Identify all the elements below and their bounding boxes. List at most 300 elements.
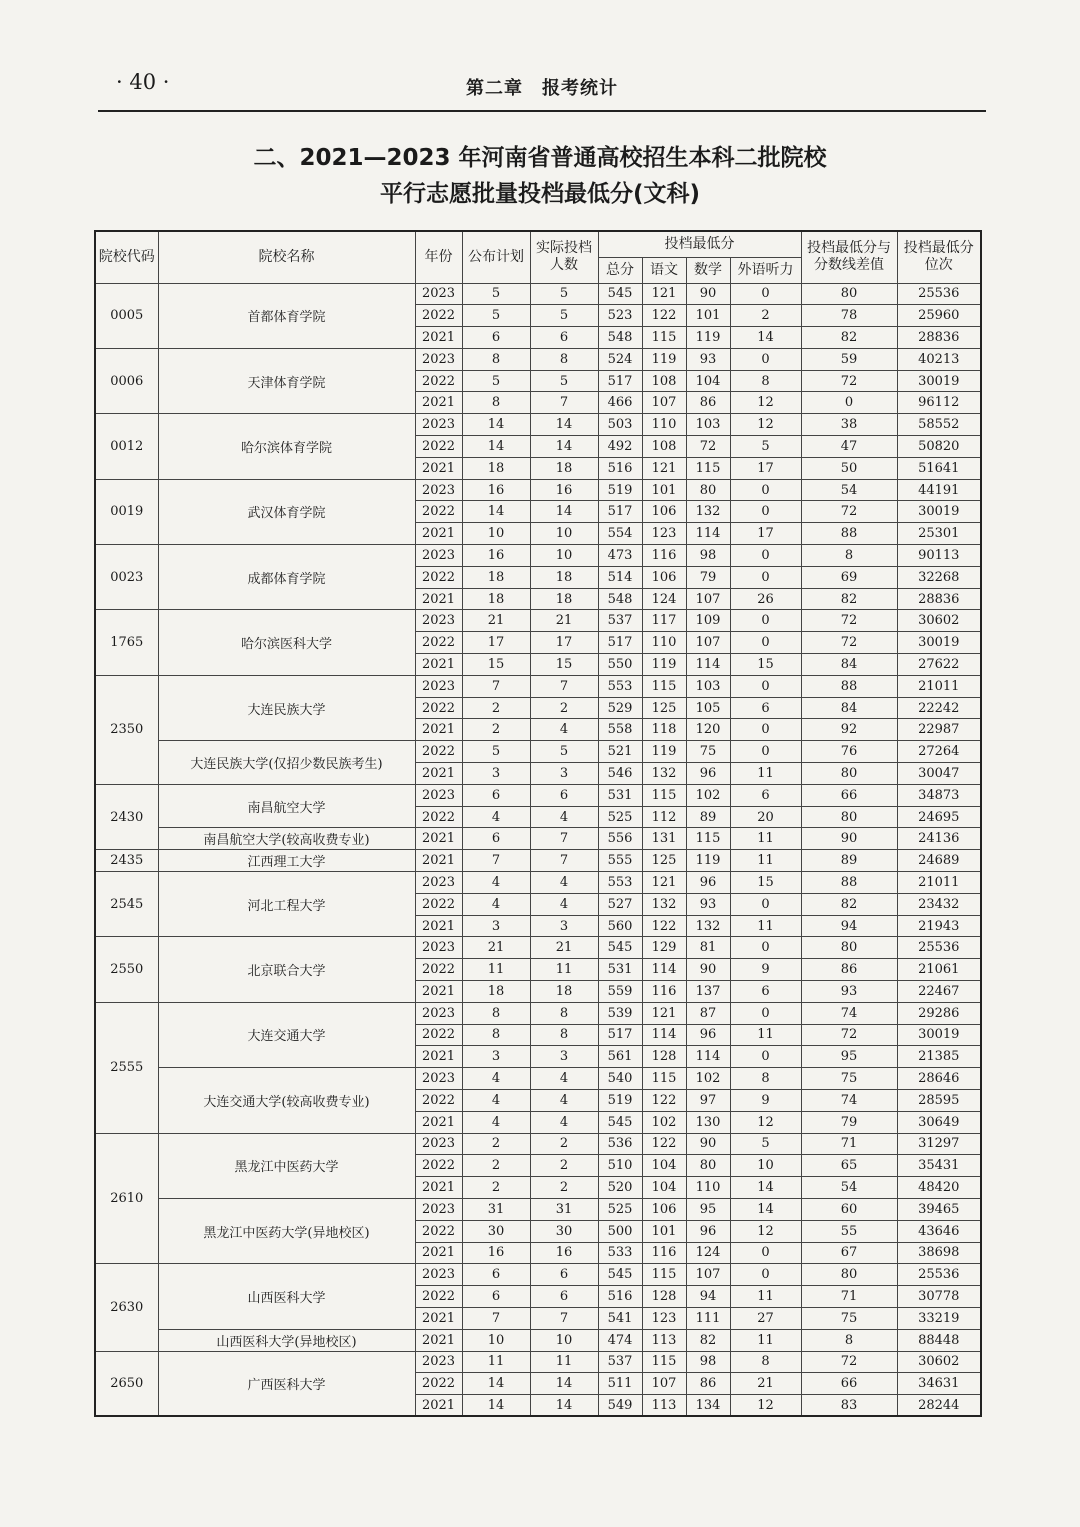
cell-listening: 6: [730, 697, 801, 719]
school-name: 山西医科大学: [158, 1264, 415, 1329]
school-code: 0005: [95, 283, 158, 348]
cell-chinese: 115: [642, 1351, 686, 1373]
cell-math: 86: [686, 392, 730, 414]
school-name: 哈尔滨体育学院: [158, 414, 415, 479]
cell-actual: 10: [530, 1329, 598, 1351]
school-code: 2650: [95, 1351, 158, 1416]
cell-actual: 14: [530, 1373, 598, 1395]
cell-actual: 18: [530, 588, 598, 610]
cell-chinese: 115: [642, 784, 686, 806]
cell-listening: 6: [730, 784, 801, 806]
cell-actual: 17: [530, 632, 598, 654]
school-code: 2555: [95, 1002, 158, 1133]
cell-year: 2021: [415, 1329, 462, 1351]
cell-diff: 69: [801, 566, 897, 588]
cell-year: 2021: [415, 523, 462, 545]
cell-diff: 79: [801, 1111, 897, 1133]
cell-total: 554: [598, 523, 642, 545]
cell-rank: 35431: [897, 1155, 981, 1177]
school-name: 广西医科大学: [158, 1351, 415, 1416]
cell-year: 2022: [415, 632, 462, 654]
cell-plan: 17: [462, 632, 530, 654]
cell-rank: 25301: [897, 523, 981, 545]
cell-math: 96: [686, 872, 730, 894]
school-name: 大连民族大学: [158, 675, 415, 740]
cell-math: 107: [686, 632, 730, 654]
cell-total: 556: [598, 828, 642, 850]
cell-year: 2023: [415, 545, 462, 567]
cell-chinese: 117: [642, 610, 686, 632]
cell-chinese: 112: [642, 806, 686, 828]
cell-diff: 84: [801, 697, 897, 719]
cell-rank: 34873: [897, 784, 981, 806]
cell-math: 90: [686, 959, 730, 981]
cell-listening: 5: [730, 1133, 801, 1155]
cell-actual: 21: [530, 937, 598, 959]
cell-total: 527: [598, 893, 642, 915]
cell-year: 2021: [415, 654, 462, 676]
cell-diff: 89: [801, 850, 897, 872]
cell-plan: 7: [462, 1307, 530, 1329]
page-number: · 40 ·: [116, 70, 170, 94]
cell-math: 115: [686, 457, 730, 479]
title-line-1: 二、2021—2023 年河南省普通高校招生本科二批院校: [253, 145, 827, 171]
cell-listening: 14: [730, 1177, 801, 1199]
school-code: 0023: [95, 545, 158, 610]
school-name: 山西医科大学(异地校区): [158, 1329, 415, 1351]
cell-year: 2021: [415, 850, 462, 872]
cell-plan: 21: [462, 937, 530, 959]
cell-year: 2021: [415, 981, 462, 1003]
cell-total: 519: [598, 479, 642, 501]
cell-actual: 2: [530, 1155, 598, 1177]
cell-listening: 11: [730, 763, 801, 785]
cell-plan: 5: [462, 283, 530, 305]
cell-math: 124: [686, 1242, 730, 1264]
header-min-score-group: 投档最低分: [598, 231, 801, 257]
cell-rank: 48420: [897, 1177, 981, 1199]
cell-rank: 30047: [897, 763, 981, 785]
cell-chinese: 106: [642, 501, 686, 523]
cell-rank: 27622: [897, 654, 981, 676]
cell-year: 2022: [415, 1024, 462, 1046]
cell-diff: 76: [801, 741, 897, 763]
cell-rank: 32268: [897, 566, 981, 588]
cell-actual: 4: [530, 1111, 598, 1133]
cell-year: 2023: [415, 610, 462, 632]
cell-listening: 8: [730, 1351, 801, 1373]
cell-total: 516: [598, 457, 642, 479]
cell-listening: 8: [730, 1068, 801, 1090]
school-name: 武汉体育学院: [158, 479, 415, 544]
cell-listening: 0: [730, 1046, 801, 1068]
cell-actual: 14: [530, 1395, 598, 1417]
table-row: [95, 1133, 981, 1155]
cell-total: 466: [598, 392, 642, 414]
cell-year: 2021: [415, 588, 462, 610]
cell-actual: 14: [530, 501, 598, 523]
cell-chinese: 128: [642, 1046, 686, 1068]
cell-actual: 14: [530, 414, 598, 436]
cell-diff: 80: [801, 806, 897, 828]
cell-math: 107: [686, 588, 730, 610]
cell-listening: 14: [730, 1198, 801, 1220]
cell-total: 537: [598, 610, 642, 632]
school-name: 黑龙江中医药大学: [158, 1133, 415, 1198]
cell-chinese: 122: [642, 915, 686, 937]
table-row: [95, 872, 981, 894]
school-code: 0019: [95, 479, 158, 544]
cell-diff: 90: [801, 828, 897, 850]
cell-diff: 38: [801, 414, 897, 436]
cell-total: 514: [598, 566, 642, 588]
header-name: 院校名称: [158, 231, 415, 283]
cell-total: 517: [598, 370, 642, 392]
cell-chinese: 116: [642, 1242, 686, 1264]
header-actual: 实际投档人数: [530, 231, 598, 283]
cell-diff: 74: [801, 1089, 897, 1111]
cell-chinese: 113: [642, 1329, 686, 1351]
cell-plan: 2: [462, 1155, 530, 1177]
cell-year: 2021: [415, 1046, 462, 1068]
cell-plan: 14: [462, 1373, 530, 1395]
cell-rank: 24695: [897, 806, 981, 828]
cell-rank: 21385: [897, 1046, 981, 1068]
cell-total: 533: [598, 1242, 642, 1264]
school-code: 2630: [95, 1264, 158, 1351]
cell-total: 537: [598, 1351, 642, 1373]
cell-diff: 0: [801, 392, 897, 414]
cell-diff: 60: [801, 1198, 897, 1220]
table-row: [95, 348, 981, 370]
cell-year: 2022: [415, 741, 462, 763]
cell-rank: 27264: [897, 741, 981, 763]
cell-rank: 28244: [897, 1395, 981, 1417]
cell-rank: 33219: [897, 1307, 981, 1329]
cell-chinese: 106: [642, 566, 686, 588]
cell-listening: 6: [730, 981, 801, 1003]
school-code: 0012: [95, 414, 158, 479]
cell-math: 102: [686, 784, 730, 806]
cell-rank: 39465: [897, 1198, 981, 1220]
header-total: 总分: [598, 257, 642, 283]
header-listening: 外语听力: [730, 257, 801, 283]
cell-plan: 18: [462, 588, 530, 610]
cell-listening: 12: [730, 414, 801, 436]
cell-year: 2023: [415, 675, 462, 697]
school-code: 2430: [95, 784, 158, 849]
school-name: 大连交通大学(较高收费专业): [158, 1068, 415, 1133]
cell-diff: 50: [801, 457, 897, 479]
cell-chinese: 114: [642, 1024, 686, 1046]
cell-year: 2022: [415, 1155, 462, 1177]
cell-total: 545: [598, 1111, 642, 1133]
cell-math: 96: [686, 1024, 730, 1046]
cell-chinese: 104: [642, 1177, 686, 1199]
cell-listening: 11: [730, 1024, 801, 1046]
cell-actual: 4: [530, 893, 598, 915]
cell-math: 87: [686, 1002, 730, 1024]
school-code: 2610: [95, 1133, 158, 1264]
cell-rank: 28646: [897, 1068, 981, 1090]
cell-actual: 2: [530, 1177, 598, 1199]
cell-diff: 47: [801, 436, 897, 458]
cell-year: 2022: [415, 806, 462, 828]
cell-chinese: 122: [642, 1133, 686, 1155]
cell-rank: 40213: [897, 348, 981, 370]
cell-total: 531: [598, 784, 642, 806]
cell-listening: 17: [730, 457, 801, 479]
cell-math: 134: [686, 1395, 730, 1417]
table-row: [95, 784, 981, 806]
cell-math: 90: [686, 283, 730, 305]
cell-listening: 11: [730, 915, 801, 937]
cell-diff: 74: [801, 1002, 897, 1024]
cell-listening: 0: [730, 741, 801, 763]
cell-rank: 22467: [897, 981, 981, 1003]
cell-rank: 58552: [897, 414, 981, 436]
cell-chinese: 121: [642, 283, 686, 305]
cell-math: 86: [686, 1373, 730, 1395]
cell-total: 521: [598, 741, 642, 763]
cell-diff: 72: [801, 1024, 897, 1046]
cell-chinese: 106: [642, 1198, 686, 1220]
cell-actual: 4: [530, 872, 598, 894]
cell-plan: 8: [462, 348, 530, 370]
cell-year: 2021: [415, 457, 462, 479]
cell-actual: 7: [530, 850, 598, 872]
header-math: 数学: [686, 257, 730, 283]
cell-math: 82: [686, 1329, 730, 1351]
cell-rank: 51641: [897, 457, 981, 479]
cell-actual: 10: [530, 523, 598, 545]
cell-actual: 7: [530, 828, 598, 850]
table-row: [95, 850, 981, 872]
cell-plan: 5: [462, 370, 530, 392]
cell-actual: 3: [530, 915, 598, 937]
cell-plan: 3: [462, 1046, 530, 1068]
cell-chinese: 107: [642, 1373, 686, 1395]
cell-math: 96: [686, 763, 730, 785]
cell-diff: 78: [801, 305, 897, 327]
cell-diff: 86: [801, 959, 897, 981]
cell-math: 119: [686, 850, 730, 872]
cell-listening: 0: [730, 283, 801, 305]
cell-chinese: 115: [642, 1068, 686, 1090]
cell-chinese: 121: [642, 457, 686, 479]
cell-plan: 8: [462, 1024, 530, 1046]
cell-listening: 11: [730, 1286, 801, 1308]
cell-plan: 6: [462, 1264, 530, 1286]
cell-rank: 30019: [897, 632, 981, 654]
cell-rank: 25960: [897, 305, 981, 327]
cell-actual: 6: [530, 1286, 598, 1308]
cell-chinese: 107: [642, 392, 686, 414]
cell-diff: 67: [801, 1242, 897, 1264]
cell-actual: 14: [530, 436, 598, 458]
cell-math: 114: [686, 1046, 730, 1068]
cell-total: 550: [598, 654, 642, 676]
cell-actual: 7: [530, 392, 598, 414]
cell-plan: 6: [462, 1286, 530, 1308]
cell-diff: 71: [801, 1133, 897, 1155]
cell-actual: 4: [530, 806, 598, 828]
cell-chinese: 110: [642, 632, 686, 654]
cell-actual: 6: [530, 327, 598, 349]
cell-actual: 6: [530, 784, 598, 806]
chapter-title: 第二章 报考统计: [466, 78, 618, 99]
cell-year: 2023: [415, 872, 462, 894]
table-row: [95, 741, 981, 763]
cell-plan: 6: [462, 828, 530, 850]
cell-plan: 16: [462, 545, 530, 567]
cell-total: 517: [598, 501, 642, 523]
cell-diff: 59: [801, 348, 897, 370]
admission-score-table: [94, 230, 982, 1417]
school-code: 2350: [95, 675, 158, 784]
cell-year: 2021: [415, 1307, 462, 1329]
cell-listening: 10: [730, 1155, 801, 1177]
table-row: [95, 1002, 981, 1024]
cell-year: 2023: [415, 1068, 462, 1090]
cell-plan: 31: [462, 1198, 530, 1220]
table-row: [95, 1068, 981, 1090]
cell-actual: 11: [530, 1351, 598, 1373]
cell-total: 560: [598, 915, 642, 937]
cell-chinese: 121: [642, 872, 686, 894]
cell-math: 103: [686, 414, 730, 436]
cell-chinese: 115: [642, 327, 686, 349]
cell-year: 2021: [415, 327, 462, 349]
cell-actual: 18: [530, 457, 598, 479]
cell-math: 93: [686, 348, 730, 370]
school-name: 大连民族大学(仅招少数民族考生): [158, 741, 415, 785]
cell-plan: 2: [462, 1177, 530, 1199]
cell-total: 541: [598, 1307, 642, 1329]
cell-listening: 11: [730, 1329, 801, 1351]
cell-diff: 93: [801, 981, 897, 1003]
cell-plan: 18: [462, 981, 530, 1003]
cell-rank: 30778: [897, 1286, 981, 1308]
cell-chinese: 132: [642, 763, 686, 785]
cell-total: 545: [598, 1264, 642, 1286]
cell-math: 110: [686, 1177, 730, 1199]
cell-diff: 72: [801, 610, 897, 632]
cell-math: 130: [686, 1111, 730, 1133]
cell-listening: 12: [730, 1220, 801, 1242]
cell-math: 109: [686, 610, 730, 632]
cell-rank: 30602: [897, 1351, 981, 1373]
cell-math: 94: [686, 1286, 730, 1308]
cell-year: 2021: [415, 828, 462, 850]
cell-diff: 84: [801, 654, 897, 676]
cell-plan: 4: [462, 1111, 530, 1133]
cell-plan: 6: [462, 784, 530, 806]
cell-plan: 10: [462, 1329, 530, 1351]
cell-listening: 0: [730, 1242, 801, 1264]
cell-actual: 5: [530, 741, 598, 763]
cell-listening: 0: [730, 610, 801, 632]
cell-listening: 20: [730, 806, 801, 828]
cell-math: 101: [686, 305, 730, 327]
table-title: [0, 140, 1080, 212]
cell-total: 561: [598, 1046, 642, 1068]
cell-year: 2023: [415, 414, 462, 436]
cell-chinese: 110: [642, 414, 686, 436]
cell-actual: 5: [530, 305, 598, 327]
cell-plan: 14: [462, 414, 530, 436]
cell-math: 132: [686, 501, 730, 523]
cell-year: 2022: [415, 1089, 462, 1111]
school-code: 2550: [95, 937, 158, 1002]
cell-math: 98: [686, 545, 730, 567]
cell-math: 80: [686, 1155, 730, 1177]
cell-actual: 16: [530, 1242, 598, 1264]
cell-total: 525: [598, 1198, 642, 1220]
cell-listening: 0: [730, 893, 801, 915]
cell-actual: 6: [530, 1264, 598, 1286]
cell-year: 2023: [415, 1133, 462, 1155]
cell-rank: 25536: [897, 1264, 981, 1286]
school-name: 首都体育学院: [158, 283, 415, 348]
cell-plan: 4: [462, 1068, 530, 1090]
cell-actual: 2: [530, 697, 598, 719]
cell-chinese: 123: [642, 1307, 686, 1329]
cell-year: 2021: [415, 915, 462, 937]
cell-total: 531: [598, 959, 642, 981]
cell-rank: 23432: [897, 893, 981, 915]
cell-year: 2022: [415, 959, 462, 981]
table-row: [95, 1351, 981, 1373]
cell-plan: 16: [462, 479, 530, 501]
cell-actual: 8: [530, 348, 598, 370]
cell-actual: 8: [530, 1024, 598, 1046]
cell-total: 520: [598, 1177, 642, 1199]
cell-diff: 80: [801, 763, 897, 785]
cell-year: 2022: [415, 566, 462, 588]
cell-chinese: 122: [642, 1089, 686, 1111]
table-row: [95, 1198, 981, 1220]
cell-total: 548: [598, 327, 642, 349]
cell-actual: 5: [530, 370, 598, 392]
cell-total: 545: [598, 937, 642, 959]
cell-math: 115: [686, 828, 730, 850]
cell-diff: 80: [801, 283, 897, 305]
cell-plan: 5: [462, 305, 530, 327]
cell-plan: 4: [462, 1089, 530, 1111]
cell-listening: 27: [730, 1307, 801, 1329]
cell-listening: 0: [730, 566, 801, 588]
cell-total: 474: [598, 1329, 642, 1351]
title-line-2: 平行志愿批量投档最低分(文科): [379, 181, 701, 207]
school-code: 2545: [95, 872, 158, 937]
cell-rank: 24136: [897, 828, 981, 850]
cell-chinese: 123: [642, 523, 686, 545]
cell-plan: 6: [462, 327, 530, 349]
school-name: 哈尔滨医科大学: [158, 610, 415, 675]
cell-math: 80: [686, 479, 730, 501]
cell-listening: 0: [730, 545, 801, 567]
cell-plan: 2: [462, 697, 530, 719]
cell-rank: 29286: [897, 1002, 981, 1024]
cell-chinese: 128: [642, 1286, 686, 1308]
cell-actual: 5: [530, 283, 598, 305]
cell-chinese: 102: [642, 1111, 686, 1133]
cell-diff: 66: [801, 784, 897, 806]
cell-diff: 80: [801, 1264, 897, 1286]
cell-chinese: 121: [642, 1002, 686, 1024]
cell-total: 517: [598, 632, 642, 654]
